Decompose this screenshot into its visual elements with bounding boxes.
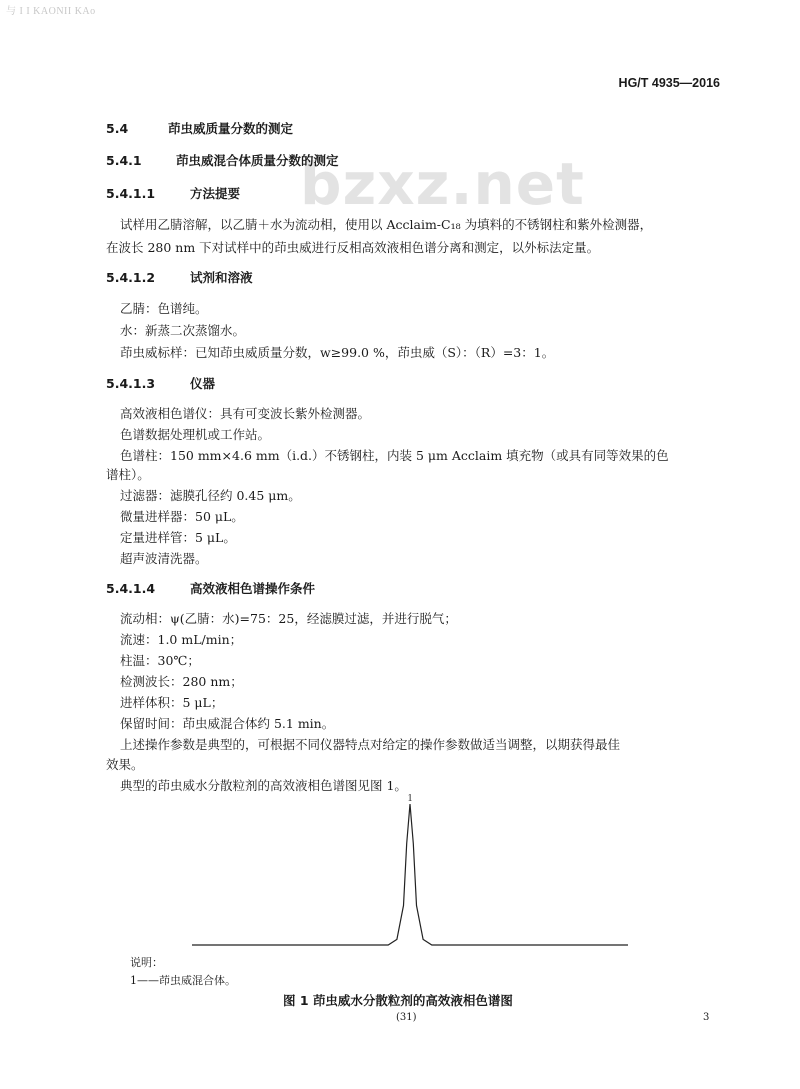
peak-label: 1 bbox=[407, 793, 413, 804]
section-title: 方法提要 bbox=[190, 186, 241, 201]
section-heading-5-4-1-3 bbox=[106, 374, 215, 392]
instrument-item: 超声波清洗器。 bbox=[120, 551, 208, 566]
site-watermark: bzxz.net bbox=[300, 150, 585, 218]
method-text-line-1: 试样用乙腈溶解，以乙腈＋水为流动相，使用以 Acclaim-C₁₈ 为填料的不锈钢柱和紫外检测器， bbox=[120, 217, 653, 232]
condition-item: 保留时间：茚虫威混合体约 5.1 min。 bbox=[120, 716, 335, 731]
section-heading-5-4 bbox=[106, 119, 293, 137]
note-line: 上述操作参数是典型的，可根据不同仪器特点对给定的操作参数做适当调整，以期获得最佳 bbox=[120, 737, 621, 752]
chromatogram-chart bbox=[190, 790, 630, 950]
section-title: 高效液相色谱操作条件 bbox=[190, 581, 316, 596]
section-title: 茚虫威质量分数的测定 bbox=[168, 121, 294, 136]
footer-center-number: (31) bbox=[396, 1012, 417, 1023]
note-line: 典型的茚虫威水分散粒剂的高效液相色谱图见图 1。 bbox=[120, 778, 407, 793]
condition-item: 进样体积：5 μL； bbox=[120, 695, 224, 710]
section-number: 5.4.1.3 bbox=[106, 376, 156, 391]
section-number: 5.4.1 bbox=[106, 153, 142, 168]
instrument-item: 定量进样管：5 μL。 bbox=[120, 530, 236, 545]
section-heading-5-4-1 bbox=[106, 151, 339, 169]
section-heading-5-4-1-4 bbox=[106, 579, 315, 597]
section-heading-5-4-1-1 bbox=[106, 184, 240, 202]
condition-item: 检测波长：280 nm； bbox=[120, 674, 243, 689]
section-title: 茚虫威混合体质量分数的测定 bbox=[176, 153, 339, 168]
section-number: 5.4.1.1 bbox=[106, 186, 156, 201]
note-line: 效果。 bbox=[106, 757, 144, 772]
method-text-line-2: 在波长 280 nm 下对试样中的茚虫威进行反相高效液相色谱分离和测定，以外标法定量。 bbox=[106, 240, 600, 255]
chromatogram-trace bbox=[192, 804, 628, 945]
condition-item: 流速：1.0 mL/min； bbox=[120, 632, 243, 647]
instrument-item: 微量进样器：50 μL。 bbox=[120, 509, 244, 524]
section-number: 5.4 bbox=[106, 121, 129, 136]
chromatogram-svg bbox=[190, 790, 630, 950]
figure-caption: 图 1 茚虫威水分散粒剂的高效液相色谱图 bbox=[283, 993, 513, 1008]
condition-item: 柱温：30℃； bbox=[120, 653, 200, 668]
reagent-item: 茚虫威标样：已知茚虫威质量分数，w≥99.0 %，茚虫威（S）：（R）=3：1。 bbox=[120, 345, 555, 360]
instrument-item: 高效液相色谱仪：具有可变波长紫外检测器。 bbox=[120, 406, 371, 421]
section-number: 5.4.1.2 bbox=[106, 270, 156, 285]
instrument-item: 过滤器：滤膜孔径约 0.45 μm。 bbox=[120, 488, 301, 503]
instrument-item: 色谱柱：150 mm×4.6 mm（i.d.）不锈钢柱，内装 5 μm Acclaim 填充物（或具有同等效果的色 bbox=[120, 448, 669, 463]
figure-legend-title: 说明： bbox=[130, 956, 163, 969]
figure-legend-item: 1——茚虫威混合体。 bbox=[130, 974, 236, 987]
section-number: 5.4.1.4 bbox=[106, 581, 156, 596]
condition-item: 流动相：ψ(乙腈：水)=75：25，经滤膜过滤，并进行脱气； bbox=[120, 611, 457, 626]
section-title: 仪器 bbox=[190, 376, 216, 391]
top-corner-watermark: 与 I I KAONII KAo bbox=[6, 6, 96, 17]
instrument-item: 谱柱）。 bbox=[106, 467, 150, 482]
standard-number: HG/T 4935—2016 bbox=[618, 76, 720, 90]
reagent-item: 水：新蒸二次蒸馏水。 bbox=[120, 323, 246, 338]
page-number: 3 bbox=[703, 1012, 710, 1023]
section-heading-5-4-1-2 bbox=[106, 268, 253, 286]
section-title: 试剂和溶液 bbox=[190, 270, 253, 285]
reagent-item: 乙腈：色谱纯。 bbox=[120, 301, 208, 316]
instrument-item: 色谱数据处理机或工作站。 bbox=[120, 427, 271, 442]
